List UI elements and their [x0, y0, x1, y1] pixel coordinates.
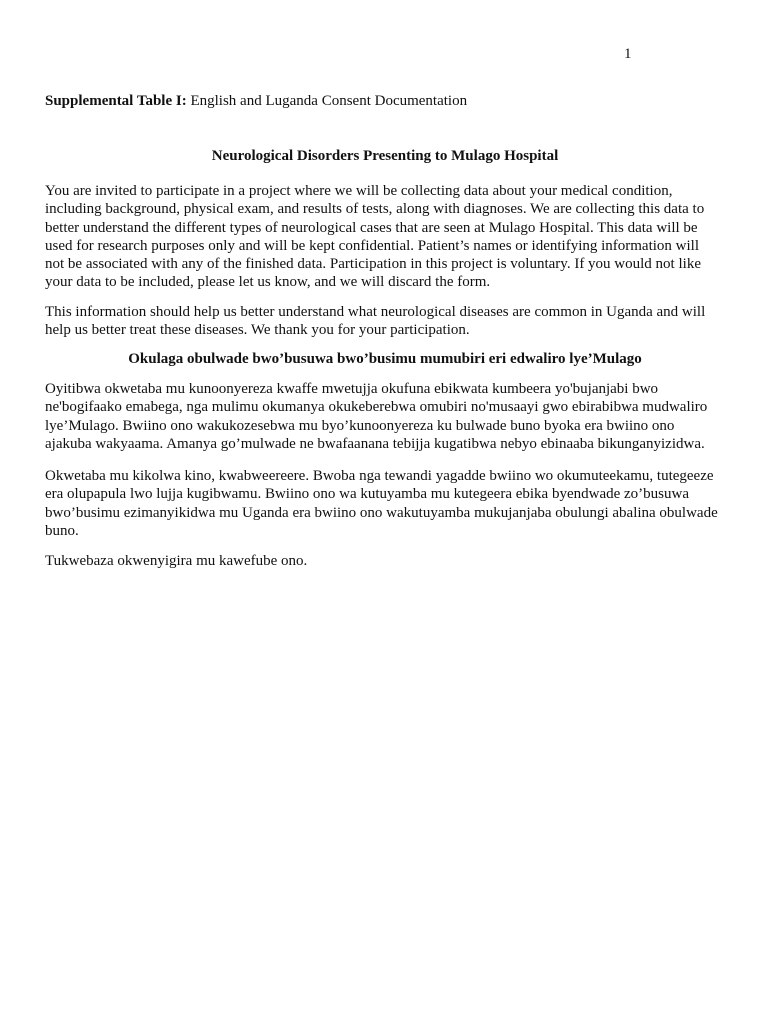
supplemental-title-text: English and Luganda Consent Documentation [186, 93, 468, 109]
text-line: ajakuba wakyaama. Amanya go’mulwade ne bwafaanana tebijja kugatibwa nebyo ebinaaba bikunganyizidwa. [45, 435, 705, 452]
text-line: ne'bogifaako emabega, nga mulimu okumanya okukeberebwa omubiri no'musaayi gwo ebirabibwa mudwaliro [45, 399, 708, 416]
text-line: This information should help us better understand what neurological diseases are common in Uganda and will [45, 304, 706, 320]
text-line: including background, physical exam, and results of tests, along with diagnoses. We are collecting this data to [45, 201, 705, 218]
text-line: better understand the different types of neurological cases that are seen at Mulago Hospital. This data will be [45, 219, 698, 236]
text-line: Tukwebaza okwenyigira mu kawefube ono. [45, 553, 308, 569]
luganda-paragraph-2 [45, 467, 725, 540]
text-line: Oyitibwa okwetaba mu kunoonyereza kwaffe mwetujja okufuna ebikwata kumbeera yo'bujanjabi bwo [45, 381, 659, 397]
luganda-paragraph-3 [45, 552, 725, 570]
text-line: not be associated with any of the finished data. Participation in this project is voluntary. If you would not like [45, 256, 701, 273]
text-line: Okwetaba mu kikolwa kino, kwabweereere. Bwoba nga tewandi yagadde bwiino wo okumuteekamu, tutegeeze [45, 468, 714, 484]
text-line: You are invited to participate in a project where we will be collecting data about your medical condition, [45, 183, 673, 199]
text-line: used for research purposes only and will be kept confidential. Patient’s names or identifying information will [45, 237, 700, 254]
supplemental-label: Supplemental Table I: [45, 93, 187, 109]
luganda-heading: Okulaga obulwade bwo’busuwa bwo’busimu mumubiri eri edwaliro lye’Mulago [128, 351, 642, 367]
text-line: era olupapula lwo lujja kugibwamu. Bwiino ono wa kutuyamba mu kutegeera ebika byendwade zo’busuwa [45, 486, 689, 503]
text-line: lye’Mulago. Bwiino ono wakukozesebwa mu byo’kunoonyereza ku bulwade buno byoka era bwiino ono [45, 417, 675, 434]
english-paragraph-1 [45, 182, 725, 292]
text-line: help us better treat these diseases. We thank you for your participation. [45, 322, 470, 339]
text-line: bwo’busimu ezimanyikidwa mu Uganda era bwiino ono wakutuyamba mukujanjaba obulungi abalina obulwade [45, 504, 718, 521]
text-line: your data to be included, please let us know, and we will discard the form. [45, 274, 491, 291]
english-paragraph-2 [45, 303, 725, 340]
supplemental-table-title [45, 93, 467, 110]
page-number: 1 [624, 46, 632, 62]
text-line: buno. [45, 522, 79, 539]
luganda-paragraph-1 [45, 380, 725, 453]
english-heading: Neurological Disorders Presenting to Mulago Hospital [211, 148, 559, 164]
